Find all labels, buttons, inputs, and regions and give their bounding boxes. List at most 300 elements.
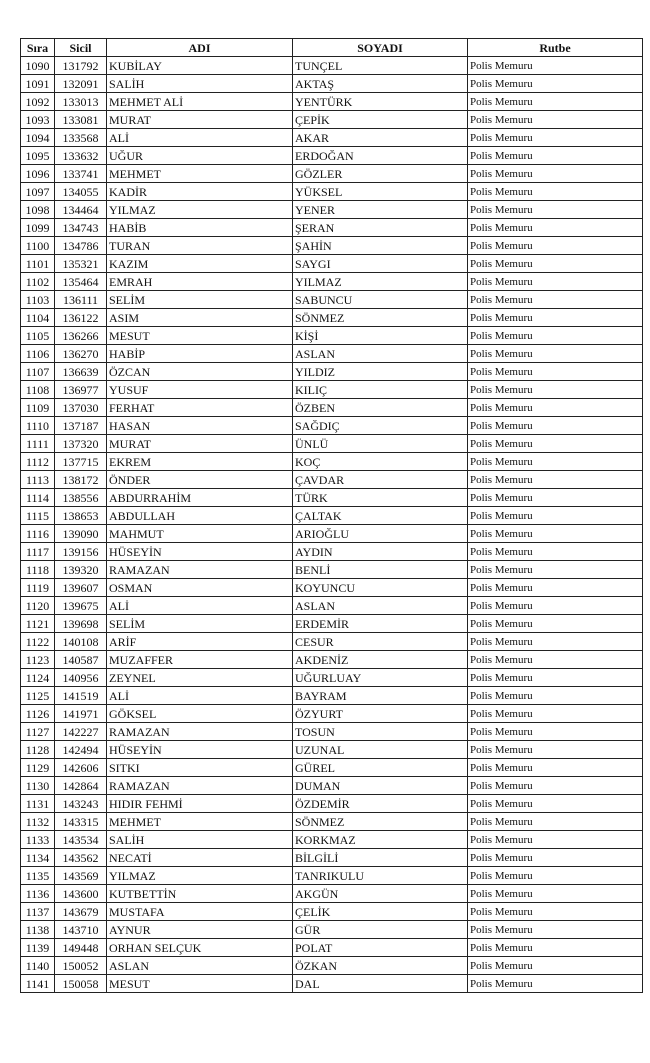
cell-soyadi: SABUNCU (293, 291, 468, 309)
cell-sicil: 136122 (55, 309, 107, 327)
cell-sira: 1104 (21, 309, 55, 327)
cell-rutbe: Polis Memuru (468, 561, 643, 579)
cell-sira: 1132 (21, 813, 55, 831)
cell-rutbe: Polis Memuru (468, 903, 643, 921)
cell-rutbe: Polis Memuru (468, 183, 643, 201)
cell-sira: 1126 (21, 705, 55, 723)
cell-sicil: 142864 (55, 777, 107, 795)
cell-sicil: 141519 (55, 687, 107, 705)
table-row (21, 273, 643, 291)
cell-rutbe: Polis Memuru (468, 939, 643, 957)
cell-adi: FERHAT (107, 399, 293, 417)
cell-rutbe: Polis Memuru (468, 651, 643, 669)
cell-sicil: 141971 (55, 705, 107, 723)
cell-sira: 1123 (21, 651, 55, 669)
cell-rutbe: Polis Memuru (468, 255, 643, 273)
cell-sicil: 138653 (55, 507, 107, 525)
cell-adi: MEHMET (107, 813, 293, 831)
cell-soyadi: SÖNMEZ (293, 309, 468, 327)
cell-sicil: 134464 (55, 201, 107, 219)
cell-rutbe: Polis Memuru (468, 273, 643, 291)
cell-soyadi: ÜNLÜ (293, 435, 468, 453)
cell-sicil: 143710 (55, 921, 107, 939)
cell-sicil: 136977 (55, 381, 107, 399)
cell-soyadi: ÇEPİK (293, 111, 468, 129)
cell-adi: SALİH (107, 75, 293, 93)
cell-rutbe: Polis Memuru (468, 795, 643, 813)
cell-soyadi: ÇALTAK (293, 507, 468, 525)
cell-sira: 1113 (21, 471, 55, 489)
header-soyadi: SOYADI (293, 39, 468, 57)
cell-adi: ASLAN (107, 957, 293, 975)
cell-soyadi: ÖZDEMİR (293, 795, 468, 813)
cell-adi: MESUT (107, 975, 293, 993)
personnel-table (20, 38, 643, 993)
cell-soyadi: KOYUNCU (293, 579, 468, 597)
cell-adi: YUSUF (107, 381, 293, 399)
cell-soyadi: POLAT (293, 939, 468, 957)
cell-sira: 1107 (21, 363, 55, 381)
cell-adi: HÜSEYİN (107, 741, 293, 759)
cell-rutbe: Polis Memuru (468, 813, 643, 831)
cell-rutbe: Polis Memuru (468, 975, 643, 993)
cell-sira: 1133 (21, 831, 55, 849)
table-row (21, 489, 643, 507)
cell-rutbe: Polis Memuru (468, 129, 643, 147)
cell-sira: 1127 (21, 723, 55, 741)
table-body (21, 57, 643, 993)
table-row (21, 183, 643, 201)
cell-sira: 1118 (21, 561, 55, 579)
cell-adi: SALİH (107, 831, 293, 849)
cell-adi: RAMAZAN (107, 561, 293, 579)
cell-adi: GÖKSEL (107, 705, 293, 723)
cell-adi: MEHMET (107, 165, 293, 183)
cell-adi: SELİM (107, 291, 293, 309)
cell-sira: 1141 (21, 975, 55, 993)
cell-sira: 1106 (21, 345, 55, 363)
table-row (21, 597, 643, 615)
cell-adi: AYNUR (107, 921, 293, 939)
cell-adi: NECATİ (107, 849, 293, 867)
cell-soyadi: ERDOĞAN (293, 147, 468, 165)
table-row (21, 255, 643, 273)
table-row (21, 561, 643, 579)
cell-rutbe: Polis Memuru (468, 831, 643, 849)
cell-soyadi: ÇELİK (293, 903, 468, 921)
cell-sira: 1138 (21, 921, 55, 939)
cell-rutbe: Polis Memuru (468, 525, 643, 543)
cell-sira: 1110 (21, 417, 55, 435)
cell-rutbe: Polis Memuru (468, 453, 643, 471)
cell-sira: 1115 (21, 507, 55, 525)
table-row (21, 921, 643, 939)
cell-sicil: 142606 (55, 759, 107, 777)
cell-sicil: 134055 (55, 183, 107, 201)
cell-soyadi: YENTÜRK (293, 93, 468, 111)
cell-sira: 1111 (21, 435, 55, 453)
cell-sira: 1090 (21, 57, 55, 75)
cell-adi: TURAN (107, 237, 293, 255)
cell-sicil: 133741 (55, 165, 107, 183)
cell-adi: RAMAZAN (107, 777, 293, 795)
cell-adi: MUSTAFA (107, 903, 293, 921)
cell-sira: 1140 (21, 957, 55, 975)
cell-adi: YILMAZ (107, 867, 293, 885)
cell-soyadi: ERDEMİR (293, 615, 468, 633)
cell-adi: ABDURRAHİM (107, 489, 293, 507)
table-row (21, 345, 643, 363)
cell-sira: 1117 (21, 543, 55, 561)
cell-adi: KAZIM (107, 255, 293, 273)
cell-adi: ÖNDER (107, 471, 293, 489)
header-sicil: Sicil (55, 39, 107, 57)
cell-sira: 1130 (21, 777, 55, 795)
cell-soyadi: ASLAN (293, 345, 468, 363)
cell-adi: ALİ (107, 687, 293, 705)
cell-sicil: 143243 (55, 795, 107, 813)
header-rutbe: Rutbe (468, 39, 643, 57)
table-row (21, 903, 643, 921)
cell-sicil: 140587 (55, 651, 107, 669)
table-row (21, 579, 643, 597)
cell-rutbe: Polis Memuru (468, 57, 643, 75)
cell-sira: 1112 (21, 453, 55, 471)
cell-sira: 1122 (21, 633, 55, 651)
cell-adi: KUBİLAY (107, 57, 293, 75)
cell-sicil: 143679 (55, 903, 107, 921)
cell-adi: HABİB (107, 219, 293, 237)
table-row (21, 165, 643, 183)
cell-rutbe: Polis Memuru (468, 327, 643, 345)
cell-rutbe: Polis Memuru (468, 93, 643, 111)
cell-soyadi: ÖZBEN (293, 399, 468, 417)
cell-soyadi: BİLGİLİ (293, 849, 468, 867)
cell-rutbe: Polis Memuru (468, 291, 643, 309)
cell-adi: ALİ (107, 129, 293, 147)
cell-sira: 1097 (21, 183, 55, 201)
cell-sicil: 139090 (55, 525, 107, 543)
cell-soyadi: AYDIN (293, 543, 468, 561)
table-row (21, 525, 643, 543)
cell-rutbe: Polis Memuru (468, 633, 643, 651)
table-row (21, 435, 643, 453)
cell-sicil: 139156 (55, 543, 107, 561)
cell-sira: 1137 (21, 903, 55, 921)
cell-rutbe: Polis Memuru (468, 489, 643, 507)
cell-rutbe: Polis Memuru (468, 399, 643, 417)
cell-sira: 1102 (21, 273, 55, 291)
cell-adi: HIDIR FEHMİ (107, 795, 293, 813)
cell-soyadi: UĞURLUAY (293, 669, 468, 687)
cell-sira: 1091 (21, 75, 55, 93)
table-row (21, 75, 643, 93)
cell-soyadi: SAYGI (293, 255, 468, 273)
cell-soyadi: ŞERAN (293, 219, 468, 237)
table-row (21, 309, 643, 327)
cell-rutbe: Polis Memuru (468, 111, 643, 129)
table-row (21, 111, 643, 129)
cell-soyadi: UZUNAL (293, 741, 468, 759)
cell-rutbe: Polis Memuru (468, 471, 643, 489)
cell-soyadi: ARIOĞLU (293, 525, 468, 543)
cell-adi: EMRAH (107, 273, 293, 291)
cell-sira: 1092 (21, 93, 55, 111)
cell-rutbe: Polis Memuru (468, 309, 643, 327)
cell-adi: KADİR (107, 183, 293, 201)
cell-sicil: 149448 (55, 939, 107, 957)
table-row (21, 957, 643, 975)
cell-sira: 1100 (21, 237, 55, 255)
cell-adi: ZEYNEL (107, 669, 293, 687)
cell-sicil: 136266 (55, 327, 107, 345)
cell-adi: SITKI (107, 759, 293, 777)
table-row (21, 885, 643, 903)
cell-rutbe: Polis Memuru (468, 417, 643, 435)
header-adi: ADI (107, 39, 293, 57)
table-row (21, 93, 643, 111)
cell-sira: 1129 (21, 759, 55, 777)
cell-sicil: 133081 (55, 111, 107, 129)
cell-rutbe: Polis Memuru (468, 759, 643, 777)
cell-sira: 1101 (21, 255, 55, 273)
cell-sira: 1109 (21, 399, 55, 417)
cell-sicil: 142494 (55, 741, 107, 759)
cell-sira: 1116 (21, 525, 55, 543)
cell-sira: 1131 (21, 795, 55, 813)
cell-sicil: 137715 (55, 453, 107, 471)
cell-sira: 1095 (21, 147, 55, 165)
table-row (21, 651, 643, 669)
header-row (21, 39, 643, 57)
cell-sicil: 143315 (55, 813, 107, 831)
cell-sira: 1120 (21, 597, 55, 615)
cell-adi: KUTBETTİN (107, 885, 293, 903)
cell-soyadi: DUMAN (293, 777, 468, 795)
cell-rutbe: Polis Memuru (468, 777, 643, 795)
cell-sicil: 133013 (55, 93, 107, 111)
table-row (21, 669, 643, 687)
cell-soyadi: SAĞDIÇ (293, 417, 468, 435)
cell-sicil: 138172 (55, 471, 107, 489)
cell-soyadi: ASLAN (293, 597, 468, 615)
cell-rutbe: Polis Memuru (468, 147, 643, 165)
cell-sira: 1098 (21, 201, 55, 219)
table-row (21, 615, 643, 633)
cell-sicil: 143534 (55, 831, 107, 849)
cell-soyadi: YÜKSEL (293, 183, 468, 201)
table-row (21, 633, 643, 651)
cell-sicil: 133568 (55, 129, 107, 147)
table-row (21, 795, 643, 813)
table-row (21, 777, 643, 795)
cell-soyadi: BAYRAM (293, 687, 468, 705)
cell-rutbe: Polis Memuru (468, 543, 643, 561)
cell-adi: MUZAFFER (107, 651, 293, 669)
cell-soyadi: KORKMAZ (293, 831, 468, 849)
table-row (21, 471, 643, 489)
cell-adi: MAHMUT (107, 525, 293, 543)
cell-sira: 1128 (21, 741, 55, 759)
cell-sira: 1139 (21, 939, 55, 957)
cell-soyadi: AKGÜN (293, 885, 468, 903)
cell-sira: 1125 (21, 687, 55, 705)
cell-soyadi: GÜR (293, 921, 468, 939)
cell-sicil: 139698 (55, 615, 107, 633)
cell-sicil: 143600 (55, 885, 107, 903)
cell-soyadi: ÖZYURT (293, 705, 468, 723)
table-row (21, 849, 643, 867)
cell-sicil: 136270 (55, 345, 107, 363)
cell-rutbe: Polis Memuru (468, 237, 643, 255)
cell-sicil: 139607 (55, 579, 107, 597)
cell-rutbe: Polis Memuru (468, 201, 643, 219)
cell-rutbe: Polis Memuru (468, 957, 643, 975)
table-row (21, 417, 643, 435)
table-row (21, 399, 643, 417)
table-row (21, 219, 643, 237)
cell-soyadi: TUNÇEL (293, 57, 468, 75)
cell-rutbe: Polis Memuru (468, 849, 643, 867)
table-row (21, 201, 643, 219)
cell-soyadi: TANRIKULU (293, 867, 468, 885)
cell-rutbe: Polis Memuru (468, 345, 643, 363)
cell-sira: 1134 (21, 849, 55, 867)
cell-sicil: 133632 (55, 147, 107, 165)
cell-adi: SELİM (107, 615, 293, 633)
cell-sicil: 134743 (55, 219, 107, 237)
cell-soyadi: SÖNMEZ (293, 813, 468, 831)
cell-sicil: 137187 (55, 417, 107, 435)
cell-soyadi: YILMAZ (293, 273, 468, 291)
table-row (21, 939, 643, 957)
cell-adi: RAMAZAN (107, 723, 293, 741)
cell-soyadi: ÇAVDAR (293, 471, 468, 489)
cell-sira: 1105 (21, 327, 55, 345)
cell-sira: 1103 (21, 291, 55, 309)
cell-sicil: 135464 (55, 273, 107, 291)
table-row (21, 381, 643, 399)
cell-soyadi: AKDENİZ (293, 651, 468, 669)
cell-adi: ABDULLAH (107, 507, 293, 525)
cell-soyadi: YILDIZ (293, 363, 468, 381)
cell-sicil: 140108 (55, 633, 107, 651)
cell-rutbe: Polis Memuru (468, 687, 643, 705)
cell-adi: ÖZCAN (107, 363, 293, 381)
cell-rutbe: Polis Memuru (468, 507, 643, 525)
cell-rutbe: Polis Memuru (468, 615, 643, 633)
cell-adi: MURAT (107, 111, 293, 129)
table-row (21, 453, 643, 471)
cell-rutbe: Polis Memuru (468, 381, 643, 399)
cell-adi: EKREM (107, 453, 293, 471)
table-row (21, 543, 643, 561)
cell-sicil: 136111 (55, 291, 107, 309)
cell-soyadi: CESUR (293, 633, 468, 651)
cell-rutbe: Polis Memuru (468, 75, 643, 93)
cell-soyadi: TÜRK (293, 489, 468, 507)
cell-rutbe: Polis Memuru (468, 435, 643, 453)
cell-adi: HÜSEYİN (107, 543, 293, 561)
cell-rutbe: Polis Memuru (468, 597, 643, 615)
cell-sira: 1114 (21, 489, 55, 507)
table-row (21, 507, 643, 525)
cell-sicil: 135321 (55, 255, 107, 273)
cell-adi: HASAN (107, 417, 293, 435)
cell-adi: ARİF (107, 633, 293, 651)
cell-sicil: 134786 (55, 237, 107, 255)
table-row (21, 813, 643, 831)
cell-sicil: 140956 (55, 669, 107, 687)
cell-sicil: 138556 (55, 489, 107, 507)
cell-rutbe: Polis Memuru (468, 669, 643, 687)
cell-sira: 1121 (21, 615, 55, 633)
cell-rutbe: Polis Memuru (468, 885, 643, 903)
table-row (21, 687, 643, 705)
cell-soyadi: ÖZKAN (293, 957, 468, 975)
cell-sicil: 137030 (55, 399, 107, 417)
cell-sira: 1124 (21, 669, 55, 687)
cell-sira: 1094 (21, 129, 55, 147)
cell-rutbe: Polis Memuru (468, 741, 643, 759)
table-row (21, 129, 643, 147)
cell-sicil: 132091 (55, 75, 107, 93)
cell-soyadi: BENLİ (293, 561, 468, 579)
cell-sira: 1119 (21, 579, 55, 597)
cell-adi: YILMAZ (107, 201, 293, 219)
cell-adi: UĞUR (107, 147, 293, 165)
cell-adi: ASIM (107, 309, 293, 327)
cell-rutbe: Polis Memuru (468, 165, 643, 183)
cell-adi: OSMAN (107, 579, 293, 597)
cell-soyadi: AKTAŞ (293, 75, 468, 93)
table-row (21, 237, 643, 255)
cell-sicil: 142227 (55, 723, 107, 741)
cell-sicil: 150052 (55, 957, 107, 975)
cell-sira: 1136 (21, 885, 55, 903)
cell-adi: MEHMET ALİ (107, 93, 293, 111)
cell-rutbe: Polis Memuru (468, 705, 643, 723)
cell-adi: MESUT (107, 327, 293, 345)
cell-sicil: 137320 (55, 435, 107, 453)
cell-sicil: 150058 (55, 975, 107, 993)
table-row (21, 759, 643, 777)
cell-sicil: 139675 (55, 597, 107, 615)
cell-sira: 1108 (21, 381, 55, 399)
table-row (21, 147, 643, 165)
cell-rutbe: Polis Memuru (468, 723, 643, 741)
header-sira: Sıra (21, 39, 55, 57)
cell-rutbe: Polis Memuru (468, 867, 643, 885)
cell-soyadi: TOSUN (293, 723, 468, 741)
cell-sicil: 139320 (55, 561, 107, 579)
table-row (21, 741, 643, 759)
cell-soyadi: KILIÇ (293, 381, 468, 399)
cell-sicil: 136639 (55, 363, 107, 381)
cell-sicil: 143569 (55, 867, 107, 885)
cell-rutbe: Polis Memuru (468, 921, 643, 939)
table-row (21, 831, 643, 849)
cell-soyadi: AKAR (293, 129, 468, 147)
table-row (21, 975, 643, 993)
table-row (21, 327, 643, 345)
table-row (21, 705, 643, 723)
cell-soyadi: KİŞİ (293, 327, 468, 345)
cell-adi: ALİ (107, 597, 293, 615)
table-row (21, 723, 643, 741)
table-row (21, 363, 643, 381)
cell-rutbe: Polis Memuru (468, 363, 643, 381)
